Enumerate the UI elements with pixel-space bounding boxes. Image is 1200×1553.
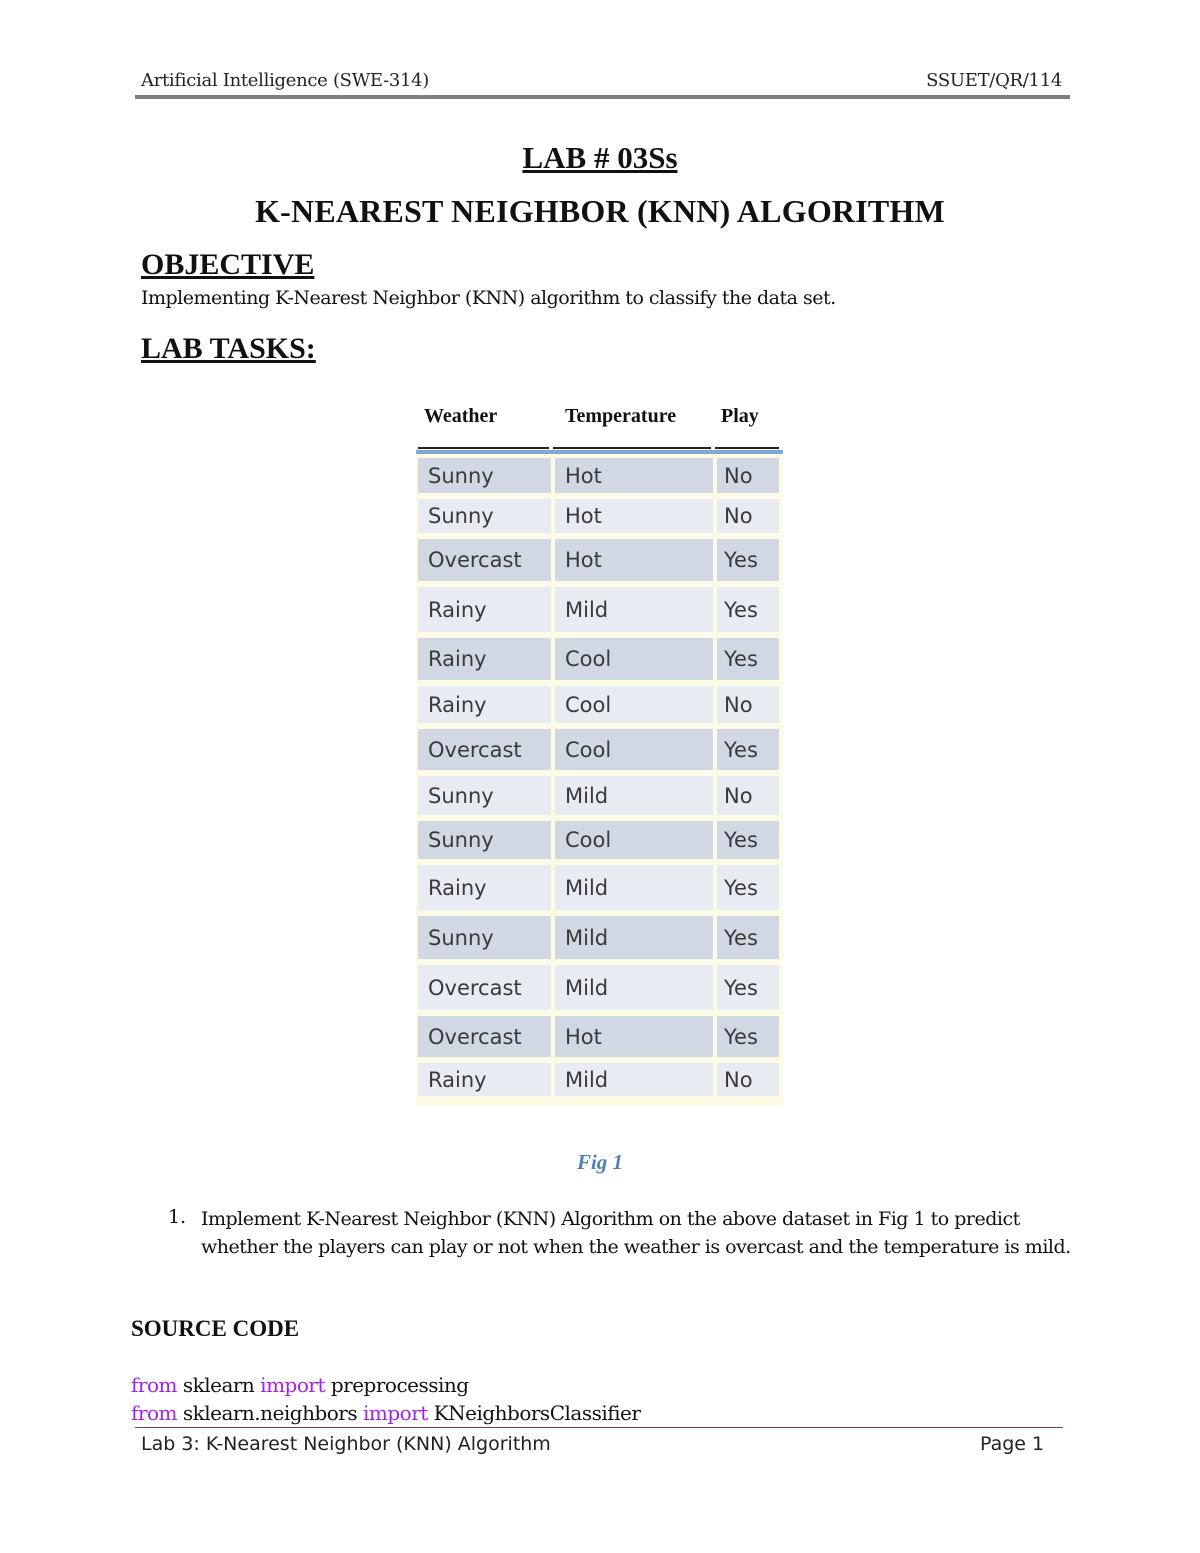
code-module: sklearn [176,1373,261,1397]
code-name: KNeighborsClassifier [427,1401,641,1425]
cell-play: Yes [717,638,779,680]
table-row [418,913,781,962]
cell-weather: Rainy [418,1063,551,1096]
cell-play: Yes [717,916,779,959]
lab-tasks-heading: LAB TASKS: [141,332,316,365]
cell-weather: Overcast [418,965,551,1010]
cell-weather: Rainy [418,865,551,910]
cell-temperature: Hot [555,539,713,581]
task-text: Implement K-Nearest Neighbor (KNN) Algorithm on the above dataset in Fig 1 to predict whether the players can play or not when the weather is overcast and the temperature is mild. [201,1208,1071,1258]
table-row [418,1060,781,1099]
column-header-play: Play [721,405,759,427]
column-underline-temperature [553,447,711,449]
cell-play: No [717,499,779,533]
table-row [418,584,781,635]
objective-heading: OBJECTIVE [141,248,315,281]
cell-weather: Sunny [418,499,551,533]
cell-temperature: Mild [555,965,713,1010]
cell-temperature: Mild [555,776,713,815]
cell-play: Yes [717,729,779,770]
footer-page-number: Page 1 [980,1433,1045,1455]
table-row [418,773,781,818]
cell-play: Yes [717,865,779,910]
cell-play: No [717,458,779,493]
footer-lab-title: Lab 3: K-Nearest Neighbor (KNN) Algorithm [141,1433,551,1455]
page-title: K-NEAREST NEIGHBOR (KNN) ALGORITHM [255,193,945,229]
code-keyword: import [363,1401,428,1425]
cell-play: Yes [717,965,779,1010]
cell-temperature: Hot [555,499,713,533]
code-module: sklearn.neighbors [176,1401,363,1425]
code-keyword: import [260,1373,325,1397]
table-row [418,455,781,496]
footer-divider [135,1427,1063,1428]
cell-temperature: Cool [555,821,713,859]
cell-play: No [717,686,779,723]
cell-play: Yes [717,587,779,632]
cell-weather: Rainy [418,686,551,723]
cell-temperature: Mild [555,865,713,910]
cell-weather: Rainy [418,638,551,680]
table-row [418,635,781,683]
cell-temperature: Cool [555,638,713,680]
cell-temperature: Hot [555,1016,713,1057]
cell-temperature: Mild [555,1063,713,1096]
column-underline-play [715,447,779,449]
table-row [418,962,781,1013]
header-course: Artificial Intelligence (SWE-314) [141,70,430,91]
figure-caption: Fig 1 [576,1150,624,1174]
cell-play: Yes [717,821,779,859]
cell-temperature: Mild [555,587,713,632]
cell-weather: Sunny [418,776,551,815]
cell-temperature: Cool [555,686,713,723]
cell-weather: Overcast [418,729,551,770]
cell-play: No [717,776,779,815]
table-top-border [416,450,783,454]
cell-weather: Sunny [418,821,551,859]
cell-play: No [717,1063,779,1096]
cell-play: Yes [717,1016,779,1057]
table-row [418,862,781,913]
cell-temperature: Cool [555,729,713,770]
lab-number-title: LAB # 03Ss [522,140,678,175]
cell-weather: Overcast [418,539,551,581]
table-row [418,726,781,773]
cell-weather: Sunny [418,458,551,493]
table-row [418,1013,781,1060]
column-underline-weather [418,447,549,449]
code-keyword: from [131,1401,177,1425]
cell-weather: Rainy [418,587,551,632]
header-doc-code: SSUET/QR/114 [926,70,1062,91]
dataset-table [416,450,783,1106]
column-header-temperature: Temperature [565,405,677,427]
cell-temperature: Hot [555,458,713,493]
header-divider [135,95,1070,99]
code-line-1 [131,1373,469,1397]
code-name: preprocessing [324,1373,469,1397]
cell-weather: Overcast [418,1016,551,1057]
table-row [418,496,781,536]
table-row [418,536,781,584]
code-keyword: from [131,1373,177,1397]
table-row [418,683,781,726]
cell-play: Yes [717,539,779,581]
table-row [418,818,781,862]
column-header-weather: Weather [424,405,498,427]
cell-temperature: Mild [555,916,713,959]
task-number: 1. [168,1206,187,1228]
code-line-2 [131,1401,640,1425]
objective-text: Implementing K-Nearest Neighbor (KNN) algorithm to classify the data set. [141,287,836,309]
source-code-heading: SOURCE CODE [131,1316,300,1341]
cell-weather: Sunny [418,916,551,959]
